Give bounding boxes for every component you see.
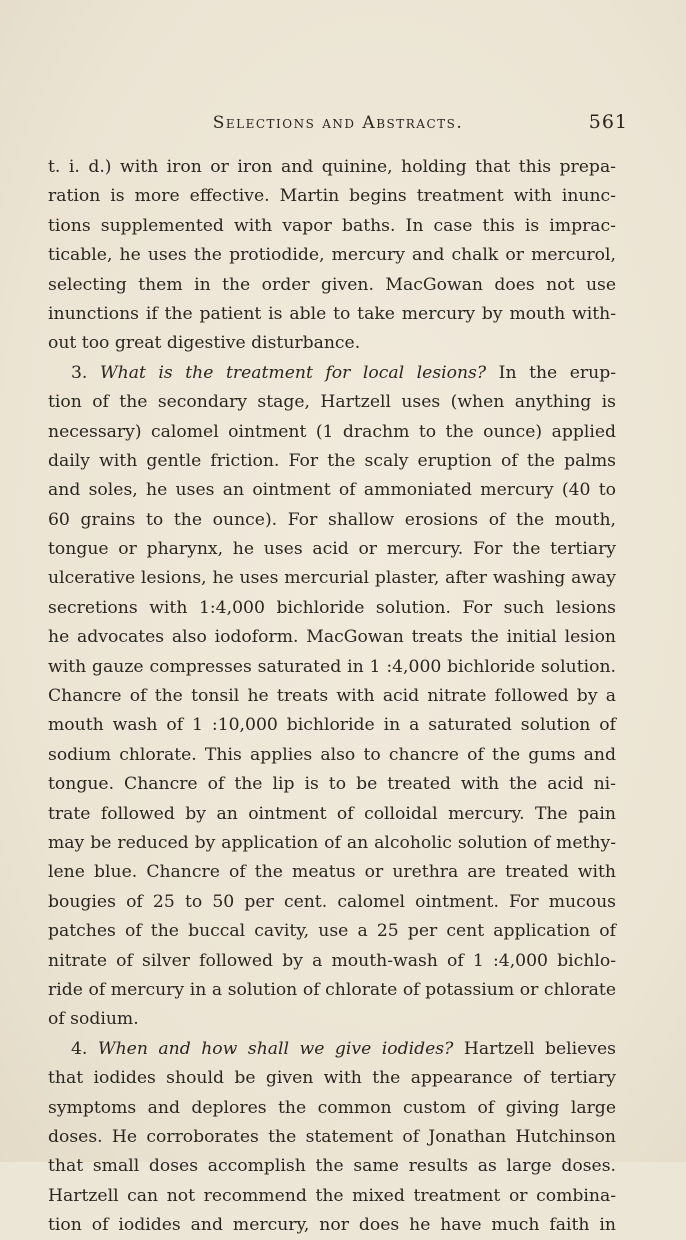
paragraph-4-lead: Hartzell believes [463, 1038, 617, 1059]
text-line: daily with gentle friction. For the scaly eruption of the palms [48, 450, 616, 471]
text-line: that small doses accomplish the same results as large doses. [48, 1156, 616, 1177]
item-number-3: 3. [71, 362, 88, 383]
text-line: Hartzell can not recommend the mixed treatment or combina- [48, 1185, 616, 1206]
text-line: t. i. d.) with iron or iron and quinine, holding that this prepa- [48, 157, 616, 177]
text-line: tion of the secondary stage, Hartzell uses (when anything is [48, 392, 616, 413]
text-line: ulcerative lesions, he uses mercurial plaster, after washing away [48, 568, 616, 589]
question-heading-3: What is the treatment for local lesions? [99, 362, 487, 383]
text-line: lene blue. Chancre of the meatus or urethra are treated with [48, 862, 616, 883]
text-line: doses. He corroborates the statement of Jonathan Hutchinson [48, 1126, 616, 1147]
text-line: tions supplemented with vapor baths. In case this is imprac- [48, 215, 616, 236]
text-line: and soles, he uses an ointment of ammoniated mercury (40 to [48, 480, 616, 501]
text-line: Chancre of the tonsil he treats with acid nitrate followed by a [48, 686, 616, 707]
text-line: necessary) calomel ointment (1 drachm to the ounce) applied [48, 421, 616, 442]
text-line: secretions with 1:4,000 bichloride solution. For such lesions [48, 597, 616, 618]
text-line: symptoms and deplores the common custom of giving large [48, 1097, 616, 1118]
body-text [48, 153, 616, 1240]
text-line: tongue or pharynx, he uses acid or mercury. For the tertiary [48, 539, 616, 560]
page-header [48, 113, 628, 139]
text-line: ride of mercury in a solution of chlorate of potassium or chlorate [48, 979, 616, 1000]
text-line: may be reduced by application of an alcoholic solution of methy- [48, 832, 616, 853]
text-line: that iodides should be given with the appearance of tertiary [48, 1068, 616, 1089]
question-heading-4: When and how shall we give iodides? [97, 1038, 454, 1059]
text-line: mouth wash of 1 :10,000 bichloride in a saturated solution of [48, 715, 616, 736]
text-line: of sodium. [48, 1009, 139, 1030]
item-number-4: 4. [71, 1038, 88, 1059]
text-line: tongue. Chancre of the lip is to be treated with the acid ni- [48, 774, 616, 795]
text-line: selecting them in the order given. MacGowan does not use [48, 274, 616, 295]
text-line: nitrate of silver followed by a mouth-wash of 1 :4,000 bichlo- [48, 950, 616, 971]
text-line: he advocates also iodoform. MacGowan treats the initial lesion [48, 627, 616, 648]
paragraph-4-first-line [48, 1035, 616, 1064]
paragraph-3-lead: In the erup- [498, 362, 617, 383]
page-number: 561 [588, 111, 628, 133]
text-line: out too great digestive disturbance. [48, 333, 361, 354]
text-line: sodium chlorate. This applies also to chancre of the gums and [48, 744, 616, 765]
text-line: patches of the buccal cavity, use a 25 per cent application of [48, 921, 616, 942]
text-line: inunctions if the patient is able to take mercury by mouth with- [48, 303, 616, 324]
text-line: trate followed by an ointment of colloidal mercury. The pain [48, 803, 616, 824]
text-line: tion of iodides and mercury, nor does he have much faith in [48, 1215, 616, 1236]
text-line: bougies of 25 to 50 per cent. calomel ointment. For mucous [48, 891, 616, 912]
text-line: ticable, he uses the protiodide, mercury and chalk or mercurol, [48, 245, 616, 266]
paragraph-3-first-line [48, 359, 616, 388]
text-line: with gauze compresses saturated in 1 :4,000 bichloride solution. [48, 656, 616, 677]
text-line: 60 grains to the ounce). For shallow erosions of the mouth, [48, 509, 616, 530]
text-line: ration is more effective. Martin begins treatment with inunc- [48, 186, 616, 207]
running-title: Selections and Abstracts. [212, 113, 464, 133]
